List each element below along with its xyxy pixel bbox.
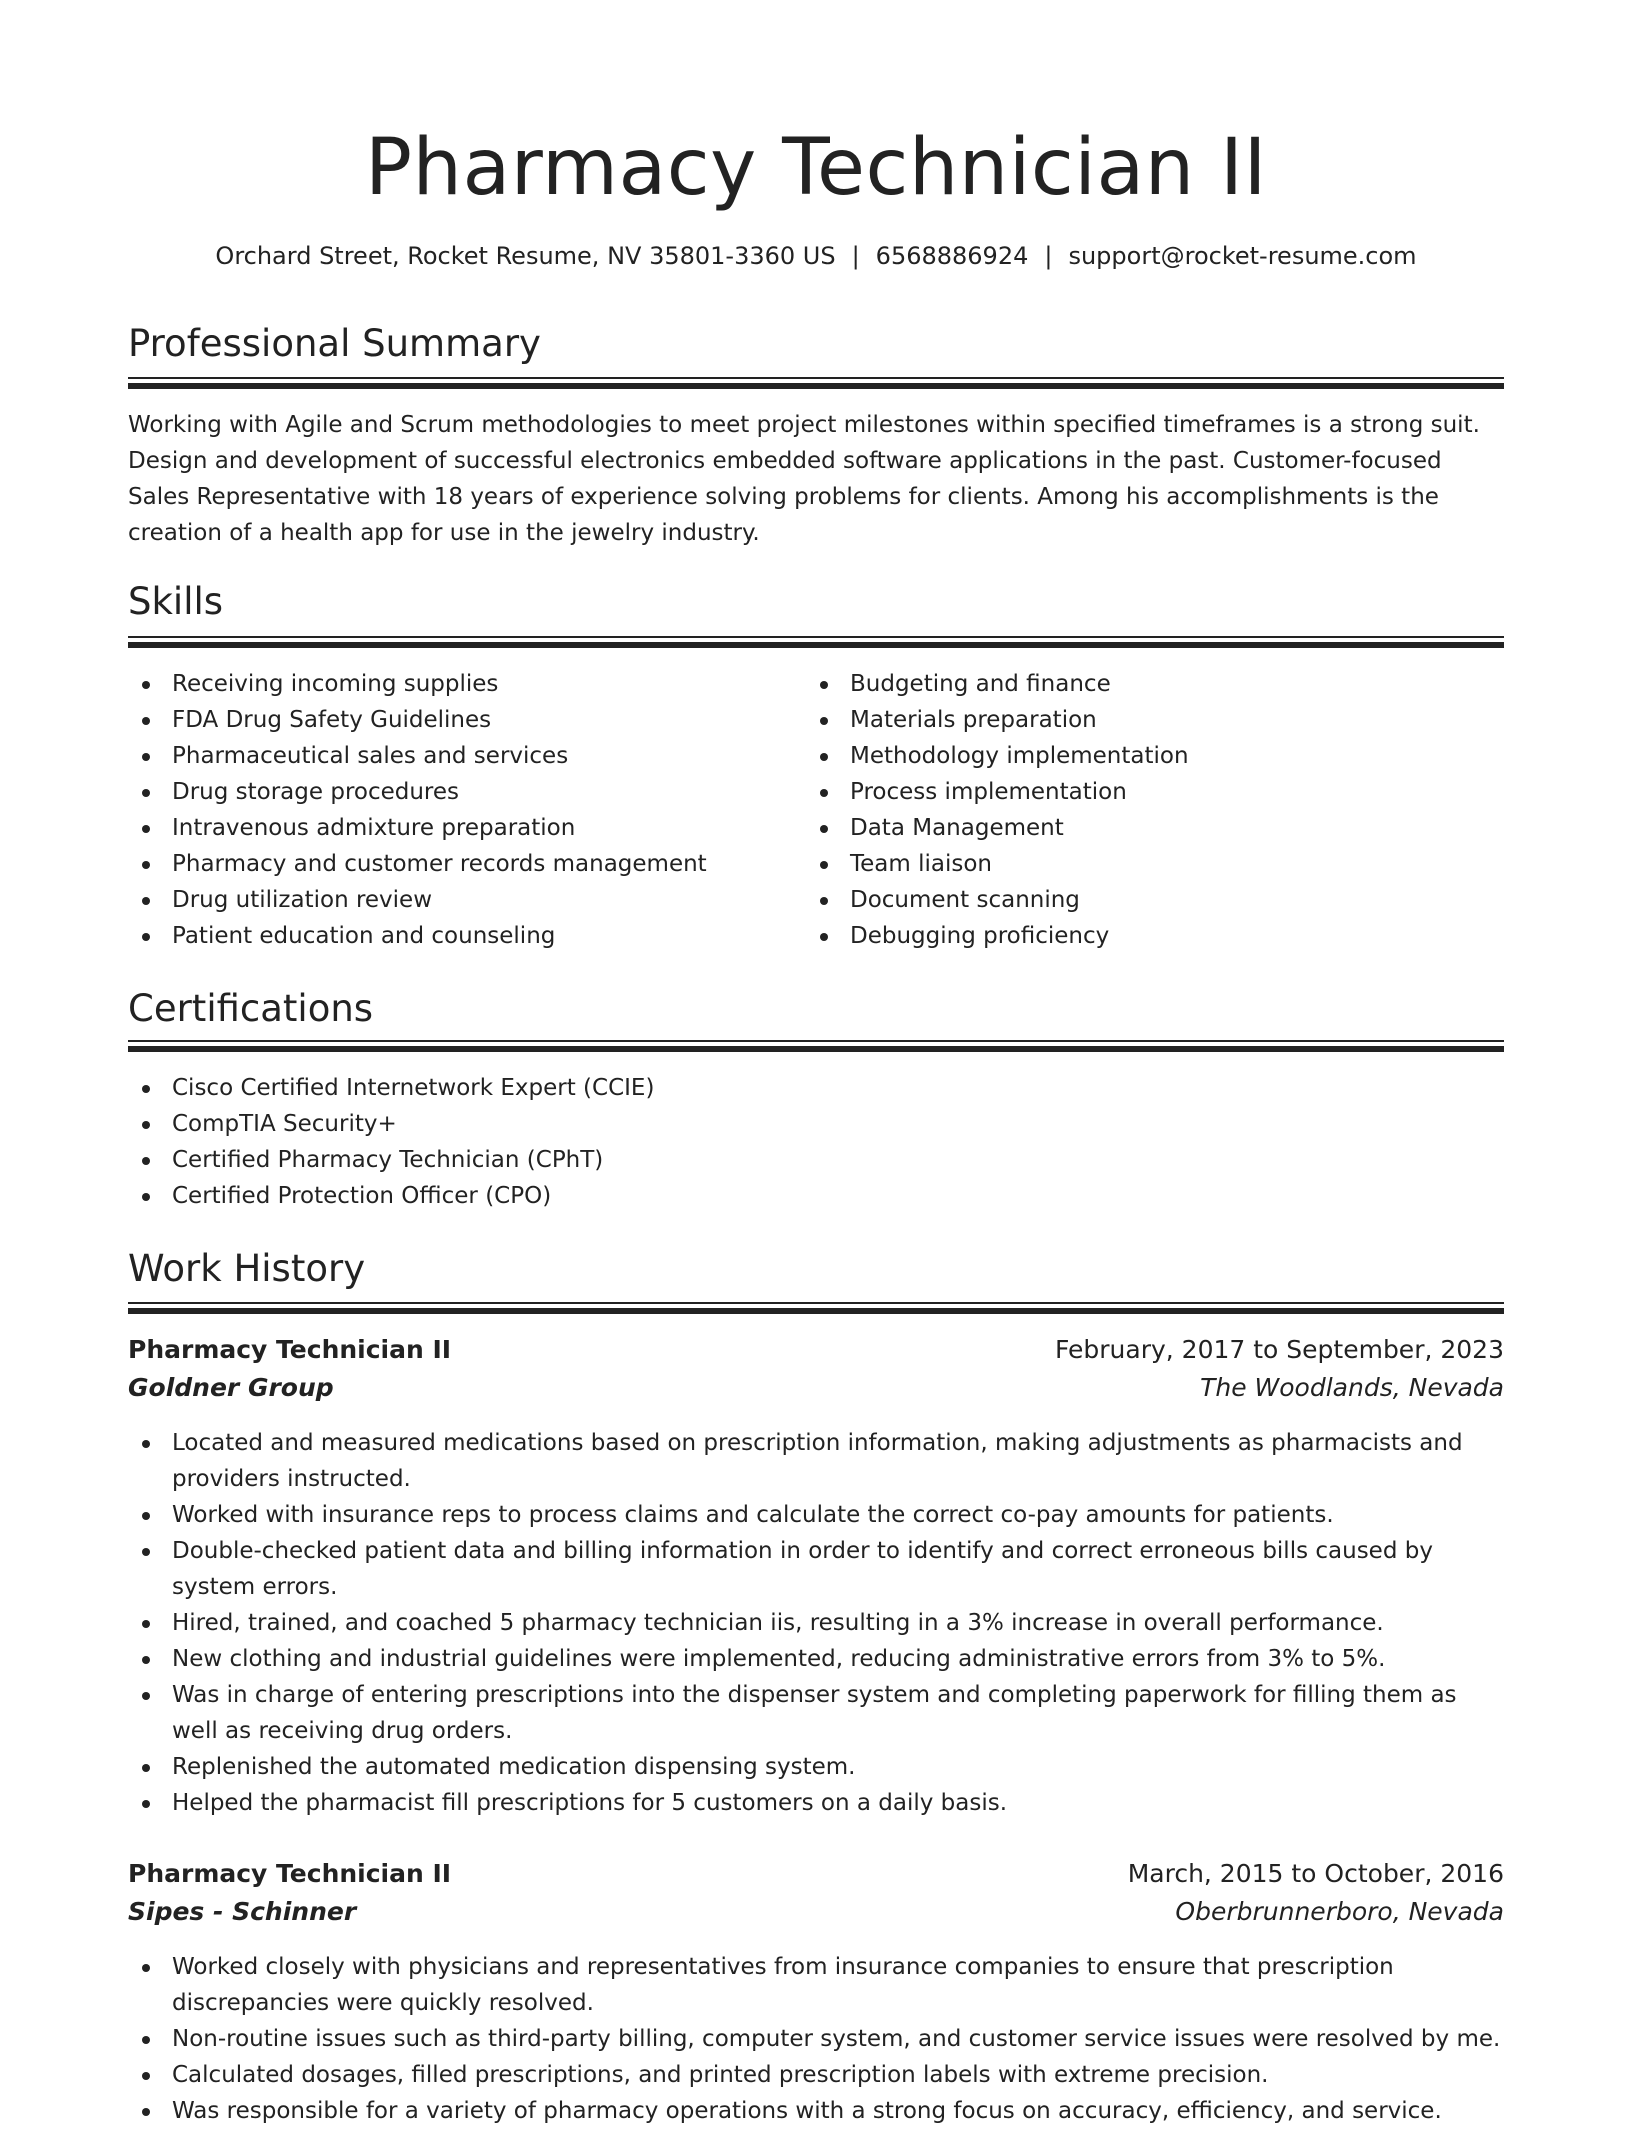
contact-line — [128, 238, 1504, 274]
skill-item: Data Management — [806, 810, 1466, 846]
skill-item: Team liaison — [806, 846, 1466, 882]
resume-page — [128, 0, 1504, 2124]
section-divider — [128, 377, 1504, 391]
certification-item: CompTIA Security+ — [128, 1106, 1504, 1142]
skill-item: Debugging proficiency — [806, 918, 1466, 954]
contact-address: Orchard Street, Rocket Resume, NV 35801-3360 US — [215, 242, 836, 270]
skill-item: Drug utilization review — [128, 882, 788, 918]
contact-separator: | — [1044, 242, 1053, 270]
skill-item: Pharmaceutical sales and services — [128, 738, 788, 774]
skill-item: Methodology implementation — [806, 738, 1466, 774]
skill-item: Patient education and counseling — [128, 918, 788, 954]
section-title-work-history: Work History — [128, 1247, 366, 1290]
job-dates: February, 2017 to September, 2023 — [1055, 1335, 1504, 1364]
skill-item: Budgeting and finance — [806, 666, 1466, 702]
job-bullet: Hired, trained, and coached 5 pharmacy technician iis, resulting in a 3% increase in overall performance. — [128, 1605, 1504, 1641]
section-divider — [128, 1302, 1504, 1316]
skills-list-left — [128, 666, 788, 954]
job-bullet: Worked closely with physicians and representatives from insurance companies to ensure that prescription discrepancies were quickly resolved. — [128, 1949, 1504, 2021]
job-bullet: New clothing and industrial guidelines were implemented, reducing administrative errors from 3% to 5%. — [128, 1641, 1504, 1677]
job-location: Oberbrunnerboro, Nevada — [1175, 1897, 1504, 1926]
skill-item: Drug storage procedures — [128, 774, 788, 810]
section-title-certifications: Certifications — [128, 987, 374, 1030]
contact-phone: 6568886924 — [875, 242, 1029, 270]
job-title: Pharmacy Technician II — [128, 1335, 452, 1364]
skill-item: FDA Drug Safety Guidelines — [128, 702, 788, 738]
skills-list-right — [806, 666, 1466, 954]
skill-item: Pharmacy and customer records management — [128, 846, 788, 882]
job-bullet: Replenished the automated medication dispensing system. — [128, 1749, 1504, 1785]
job-location: The Woodlands, Nevada — [1200, 1373, 1504, 1402]
section-title-skills: Skills — [128, 580, 224, 623]
certification-item: Cisco Certified Internetwork Expert (CCIE) — [128, 1070, 1504, 1106]
job-bullet: Worked with insurance reps to process claims and calculate the correct co-pay amounts for patients. — [128, 1497, 1504, 1533]
skill-item: Intravenous admixture preparation — [128, 810, 788, 846]
section-title-summary: Professional Summary — [128, 322, 541, 365]
job-company: Sipes - Schinner — [128, 1897, 357, 1926]
job-bullet: Calculated dosages, filled prescriptions, and printed prescription labels with extreme precision. — [128, 2057, 1504, 2093]
certification-item: Certified Pharmacy Technician (CPhT) — [128, 1142, 1504, 1178]
job-bullet: Was in charge of entering prescriptions into the dispenser system and completing paperwork for filling them as well as receiving drug orders. — [128, 1677, 1504, 1749]
job-company: Goldner Group — [128, 1373, 334, 1402]
resume-name: Pharmacy Technician II — [365, 123, 1267, 213]
contact-email: support@rocket-resume.com — [1068, 242, 1417, 270]
job-title: Pharmacy Technician II — [128, 1859, 452, 1888]
job-bullet: Helped the pharmacist fill prescriptions for 5 customers on a daily basis. — [128, 1785, 1504, 1821]
certification-item: Certified Protection Officer (CPO) — [128, 1178, 1504, 1214]
job-bullet: Non-routine issues such as third-party billing, computer system, and customer service issues were resolved by me. — [128, 2021, 1504, 2057]
skill-item: Materials preparation — [806, 702, 1466, 738]
section-divider — [128, 1040, 1504, 1054]
job-bullet: Located and measured medications based on prescription information, making adjustments as pharmacists and providers instructed. — [128, 1425, 1504, 1497]
job-dates: March, 2015 to October, 2016 — [1127, 1859, 1504, 1888]
contact-separator: | — [851, 242, 860, 270]
job-bullets — [128, 1425, 1504, 1821]
certifications-list — [128, 1070, 1504, 1214]
job-bullets — [128, 1949, 1504, 2129]
job-bullet: Double-checked patient data and billing information in order to identify and correct erroneous bills caused by system errors. — [128, 1533, 1504, 1605]
skill-item: Process implementation — [806, 774, 1466, 810]
summary-text: Working with Agile and Scrum methodologies to meet project milestones within specified timeframes is a strong suit. Design and development of successful electronics embedded software applications in the past. Customer-focused Sales Representative with 18 years of experience solving problems for clients. Among his accomplishments is the creation of a health app for use in the jewelry industry. — [128, 412, 1480, 546]
job-bullet: Was responsible for a variety of pharmacy operations with a strong focus on accuracy, efficiency, and service. — [128, 2093, 1504, 2129]
section-divider — [128, 636, 1504, 650]
skill-item: Receiving incoming supplies — [128, 666, 788, 702]
skill-item: Document scanning — [806, 882, 1466, 918]
